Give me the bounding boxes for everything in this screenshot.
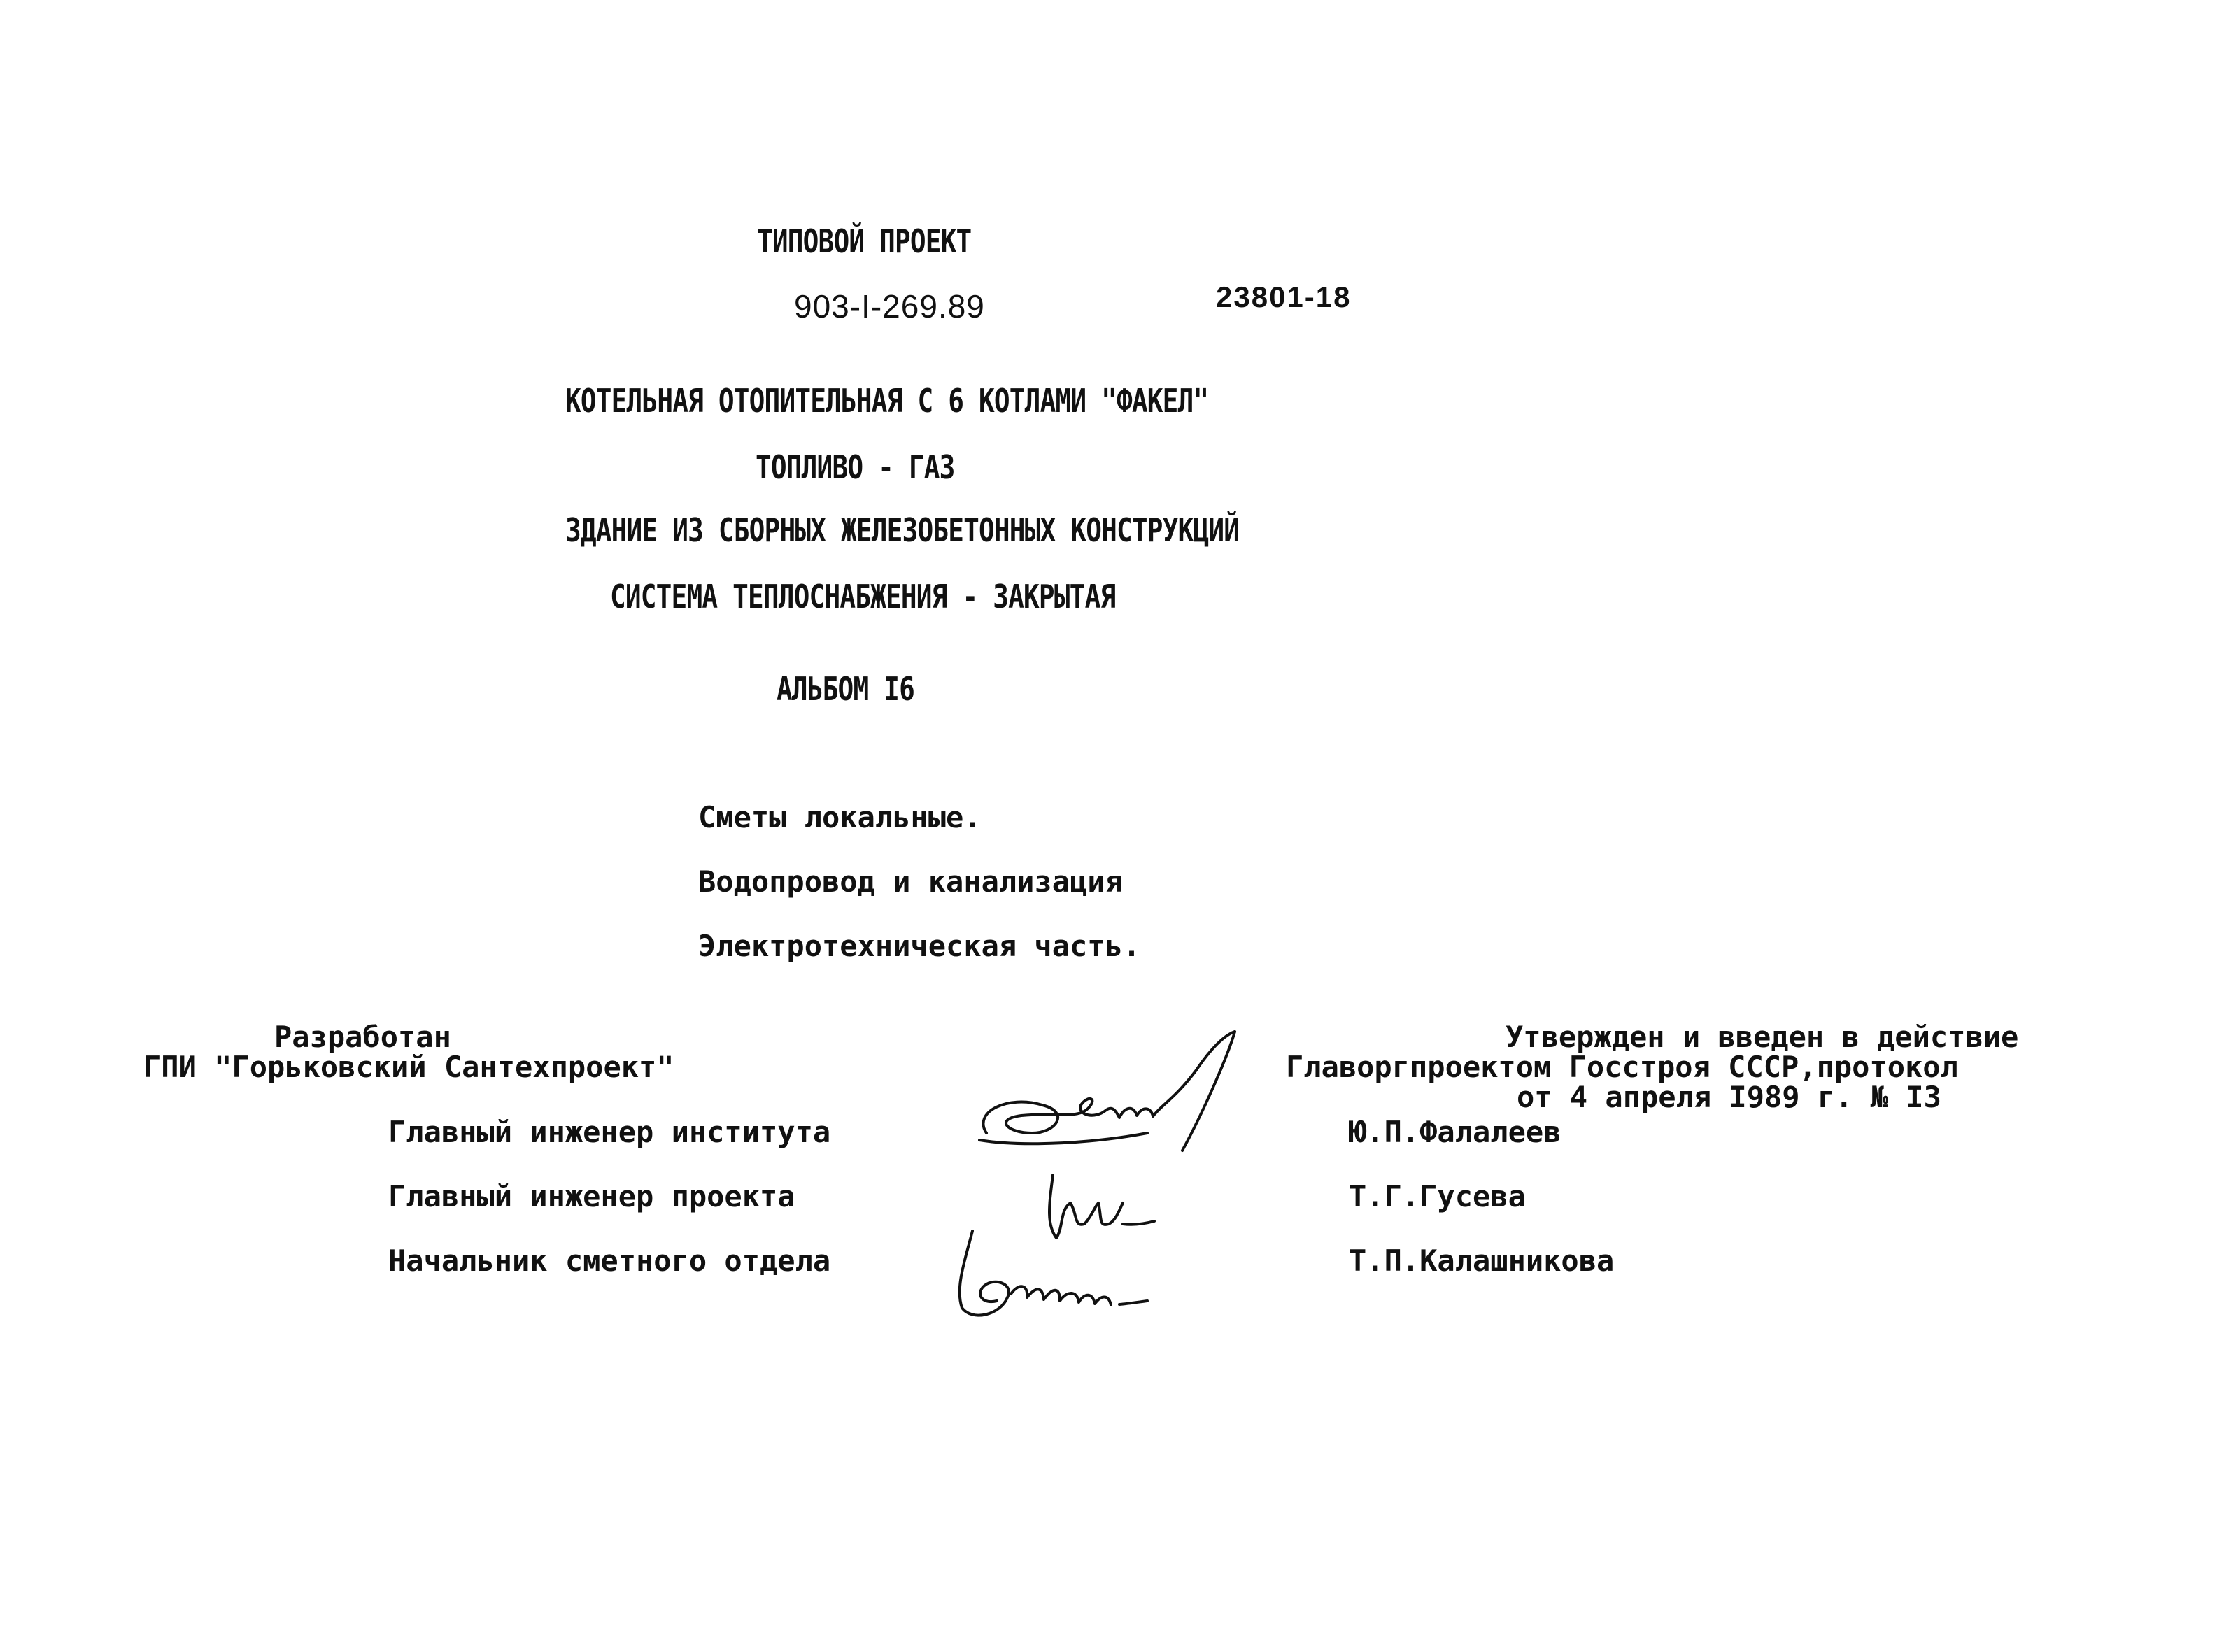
name-chief-engineer-institute: Ю.П.Фалалеев xyxy=(1349,1115,1561,1149)
project-number: 903-I-269.89 xyxy=(794,288,985,325)
document-type-label: ТИПОВОЙ ПРОЕКТ xyxy=(757,222,972,260)
title-line-building: ЗДАНИЕ ИЗ СБОРНЫХ ЖЕЛЕЗОБЕТОННЫХ КОНСТРУКЦИЙ xyxy=(565,511,1240,549)
approval-line-3: от 4 апреля I989 г. № I3 xyxy=(1517,1080,1941,1114)
album-number: АЛЬБОМ I6 xyxy=(777,670,915,708)
developer-organization: ГПИ "Горьковский Сантехпроект" xyxy=(143,1050,674,1084)
contents-line-water-sewage: Водопровод и канализация xyxy=(698,864,1123,899)
inventory-stamp-number: 23801-18 xyxy=(1216,280,1352,313)
title-line-boiler: КОТЕЛЬНАЯ ОТОПИТЕЛЬНАЯ С 6 КОТЛАМИ "ФАКЕЛ" xyxy=(565,382,1209,420)
role-head-estimate-dept: Начальник сметного отдела xyxy=(388,1244,831,1278)
name-chief-engineer-project: Т.Г.Гусева xyxy=(1349,1179,1526,1213)
developed-label: Разработан xyxy=(274,1020,451,1054)
role-chief-engineer-project: Главный инженер проекта xyxy=(388,1179,795,1213)
contents-line-estimates: Сметы локальные. xyxy=(698,800,982,834)
title-line-heating-system: СИСТЕМА ТЕПЛОСНАБЖЕНИЯ - ЗАКРЫТАЯ xyxy=(610,578,1116,615)
contents-line-electrical: Электротехническая часть. xyxy=(698,929,1141,963)
signature-head-estimate-dept xyxy=(944,1217,1154,1336)
role-chief-engineer-institute: Главный инженер института xyxy=(388,1115,831,1149)
approval-line-2: Главоргпроектом Госстроя СССР,протокол xyxy=(1286,1050,1958,1084)
title-line-fuel: ТОПЛИВО - ГАЗ xyxy=(756,448,955,486)
name-head-estimate-dept: Т.П.Калашникова xyxy=(1349,1244,1615,1278)
approval-line-1: Утвержден и введен в действие xyxy=(1506,1020,2019,1054)
